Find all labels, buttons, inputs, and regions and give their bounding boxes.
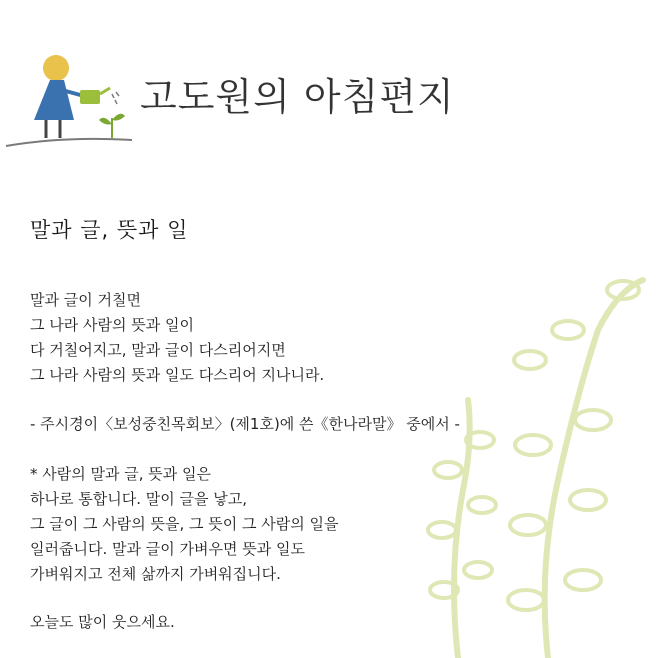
vine-leaf (464, 562, 492, 578)
gardener-logo-icon (4, 50, 139, 150)
watering-can-spout (100, 88, 110, 94)
poem-line: 그 나라 사람의 뜻과 일도 다스리어 지나니라. (30, 366, 325, 384)
poem-paragraph (30, 288, 324, 388)
dress (34, 80, 74, 120)
comment-paragraph (30, 462, 339, 587)
sprout-leaf (99, 118, 112, 125)
source-citation (30, 412, 460, 437)
brand-title: 고도원의 아침편지 (140, 75, 455, 119)
water-drop (112, 94, 114, 98)
comment-line: 하나로 통합니다. 말이 글을 낳고, (30, 490, 247, 508)
source-line: - 주시경이〈보성중친목회보〉(제1호)에 쓴《한나라말》 중에서 - (30, 415, 460, 433)
poem-line: 말과 글이 거칠면 (30, 291, 141, 309)
vine-decoration-icon (418, 270, 657, 658)
watering-can (80, 90, 100, 104)
closing-paragraph (30, 610, 175, 635)
vine-leaf (570, 490, 606, 510)
sprout-leaf (112, 114, 125, 121)
vine-leaf (514, 351, 546, 369)
head (43, 55, 69, 81)
water-drop (115, 100, 117, 104)
vine-leaf (434, 462, 462, 478)
poem-line: 다 거칠어지고, 말과 글이 다스리어지면 (30, 341, 286, 359)
water-drop (116, 92, 119, 96)
vine-leaf (510, 515, 546, 535)
comment-line: * 사람의 말과 글, 뜻과 일은 (30, 465, 212, 483)
closing-line: 오늘도 많이 웃으세요. (30, 613, 175, 631)
vine-leaf (428, 522, 456, 538)
article-title: 말과 글, 뜻과 일 (30, 218, 189, 242)
header (0, 0, 657, 160)
comment-line: 일러줍니다. 말과 글이 가벼우면 뜻과 일도 (30, 540, 305, 558)
vine-leaf (552, 321, 584, 339)
vine-leaf (515, 435, 551, 455)
vine-leaf (575, 410, 611, 430)
comment-line: 그 글이 그 사람의 뜻을, 그 뜻이 그 사람의 일을 (30, 515, 339, 533)
vine-leaf (468, 497, 496, 513)
ground-line (6, 139, 132, 146)
vine-leaf (508, 590, 544, 610)
poem-line: 그 나라 사람의 뜻과 일이 (30, 316, 194, 334)
comment-line: 가벼워지고 전체 삶까지 가벼워집니다. (30, 565, 281, 583)
vine-leaf (565, 570, 601, 590)
